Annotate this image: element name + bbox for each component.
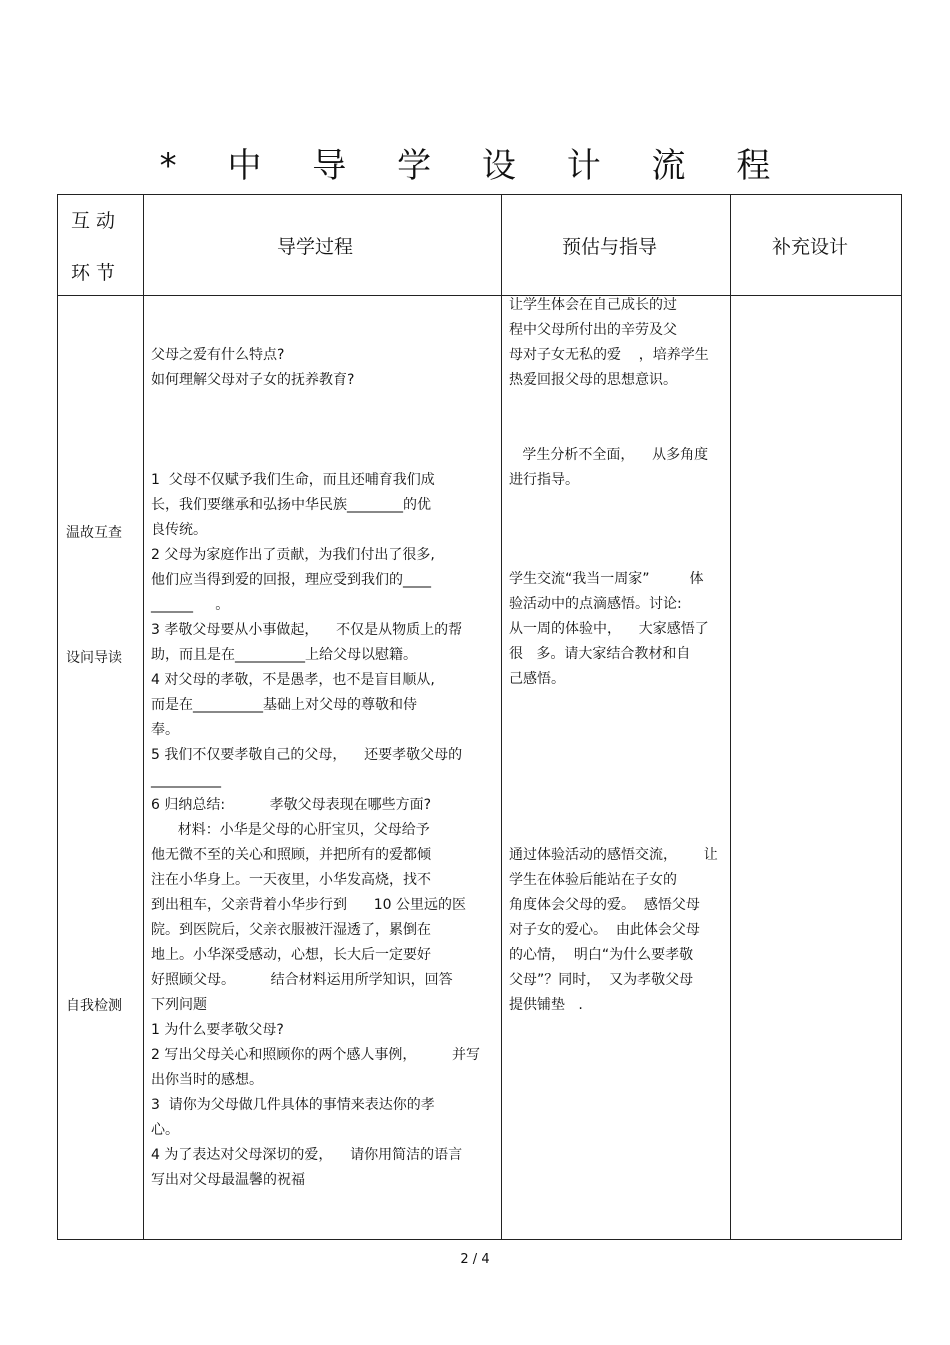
stage-guided-reading: 设问导读 — [66, 650, 122, 666]
text-line: 写出对父母最温馨的祝福 — [151, 1172, 305, 1188]
stage-review: 温故互查 — [66, 525, 122, 541]
header-guidance: 预估与指导 — [562, 236, 658, 258]
text-line: 父母”？同时， 又为孝敬父母 — [509, 972, 694, 988]
text-line: 4 对父母的孝敬，不是愚孝，也不是盲目顺从, — [151, 672, 435, 688]
text-line: 地上。小华深受感动，心想，长大后一定要好 — [151, 947, 431, 963]
text-line: 院。到医院后，父亲衣服被汗湿透了，累倒在 — [151, 922, 431, 938]
column-divider — [730, 194, 731, 1240]
stage-self-test: 自我检测 — [66, 998, 122, 1014]
text-line: 2 父母为家庭作出了贡献，为我们付出了很多, — [151, 547, 435, 563]
process-self-test — [151, 793, 480, 1193]
page-number: 2 / 4 — [460, 1252, 490, 1267]
text-line: 良传统。 — [151, 522, 207, 538]
text-line: 4 为了表达对父母深切的爱， 请你用简洁的语言 — [151, 1147, 463, 1163]
text-line: 而是在__________基础上对父母的尊敬和侍 — [151, 697, 417, 713]
text-line: 5 我们不仅要孝敬自己的父母， 还要孝敬父母的 — [151, 747, 463, 763]
guidance-discussion — [509, 567, 709, 692]
process-fill-in — [151, 468, 462, 793]
text-line: 出你当时的感想。 — [151, 1072, 263, 1088]
text-line: 很 多。请大家结合教材和自 — [509, 646, 691, 662]
text-line: 己感悟。 — [509, 671, 565, 687]
text-line: 学生交流“我当一周家” 体 — [509, 571, 704, 587]
header-divider — [57, 295, 902, 296]
text-line: 材料：小华是父母的心肝宝贝，父母给予 — [151, 822, 430, 838]
text-line: 注在小华身上。一天夜里，小华发高烧，找不 — [151, 872, 431, 888]
text-line: ______ 。 — [151, 597, 230, 613]
text-line: 如何理解父母对子女的抚养教育? — [151, 372, 355, 388]
text-line: 通过体验活动的感悟交流， 让 — [509, 847, 718, 863]
column-divider — [501, 194, 502, 1240]
text-line: 母对子女无私的爱 ，培养学生 — [509, 347, 709, 363]
page-title: * 中 导 学 设 计 流 程 — [159, 146, 791, 186]
text-line: 3 请你为父母做几件具体的事情来表达你的孝 — [151, 1097, 435, 1113]
process-questions — [151, 343, 354, 393]
text-line: 1 为什么要孝敬父母? — [151, 1022, 284, 1038]
text-line: 6 归纳总结: 孝敬父母表现在哪些方面? — [151, 797, 432, 813]
text-line: __________ — [151, 772, 221, 788]
text-line: 父母之爱有什么特点? — [151, 347, 285, 363]
text-line: 对子女的爱心。 由此体会父母 — [509, 922, 700, 938]
text-line: 长，我们要继承和弘扬中华民族________的优 — [151, 497, 431, 513]
guidance-reflection — [509, 843, 718, 1018]
header-supplement: 补充设计 — [772, 236, 849, 258]
text-line: 好照顾父母。 结合材料运用所学知识，回答 — [151, 972, 453, 988]
text-line: 程中父母所付出的辛劳及父 — [509, 322, 677, 338]
text-line: 学生在体验后能站在子女的 — [509, 872, 677, 888]
text-line: 到出租车，父亲背着小华步行到 10 公里远的医 — [151, 897, 466, 913]
text-line: 助，而且是在__________上给父母以慰籍。 — [151, 647, 417, 663]
text-line: 1 父母不仅赋予我们生命，而且还哺育我们成 — [151, 472, 435, 488]
text-line: 他无微不至的关心和照顾，并把所有的爱都倾 — [151, 847, 431, 863]
text-line: 验活动中的点滴感悟。讨论: — [509, 596, 682, 612]
text-line: 2 写出父母关心和照顾你的两个感人事例， 并写 — [151, 1047, 480, 1063]
text-line: 进行指导。 — [509, 472, 579, 488]
guidance-analysis — [509, 443, 708, 493]
text-line: 3 孝敬父母要从小事做起， 不仅是从物质上的帮 — [151, 622, 463, 638]
text-line: 角度体会父母的爱。 感悟父母 — [509, 897, 700, 913]
header-interaction-line2: 环 节 — [71, 262, 116, 284]
text-line: 奉。 — [151, 722, 179, 738]
text-line: 心。 — [151, 1122, 179, 1138]
text-line: 从一周的体验中， 大家感悟了 — [509, 621, 709, 637]
text-line: 提供铺垫 . — [509, 997, 583, 1013]
text-line: 学生分析不全面， 从多角度 — [509, 447, 709, 463]
text-line: 他们应当得到爱的回报，理应受到我们的____ — [151, 572, 431, 588]
column-divider — [143, 194, 144, 1240]
text-line: 让学生体会在自己成长的过 — [509, 297, 677, 313]
text-line: 热爱回报父母的思想意识。 — [509, 372, 677, 388]
header-process: 导学过程 — [277, 236, 354, 258]
header-interaction-line1: 互 动 — [71, 210, 116, 232]
guidance-goal — [509, 293, 709, 393]
text-line: 下列问题 — [151, 997, 207, 1013]
text-line: 的心情， 明白“为什么要孝敬 — [509, 947, 694, 963]
